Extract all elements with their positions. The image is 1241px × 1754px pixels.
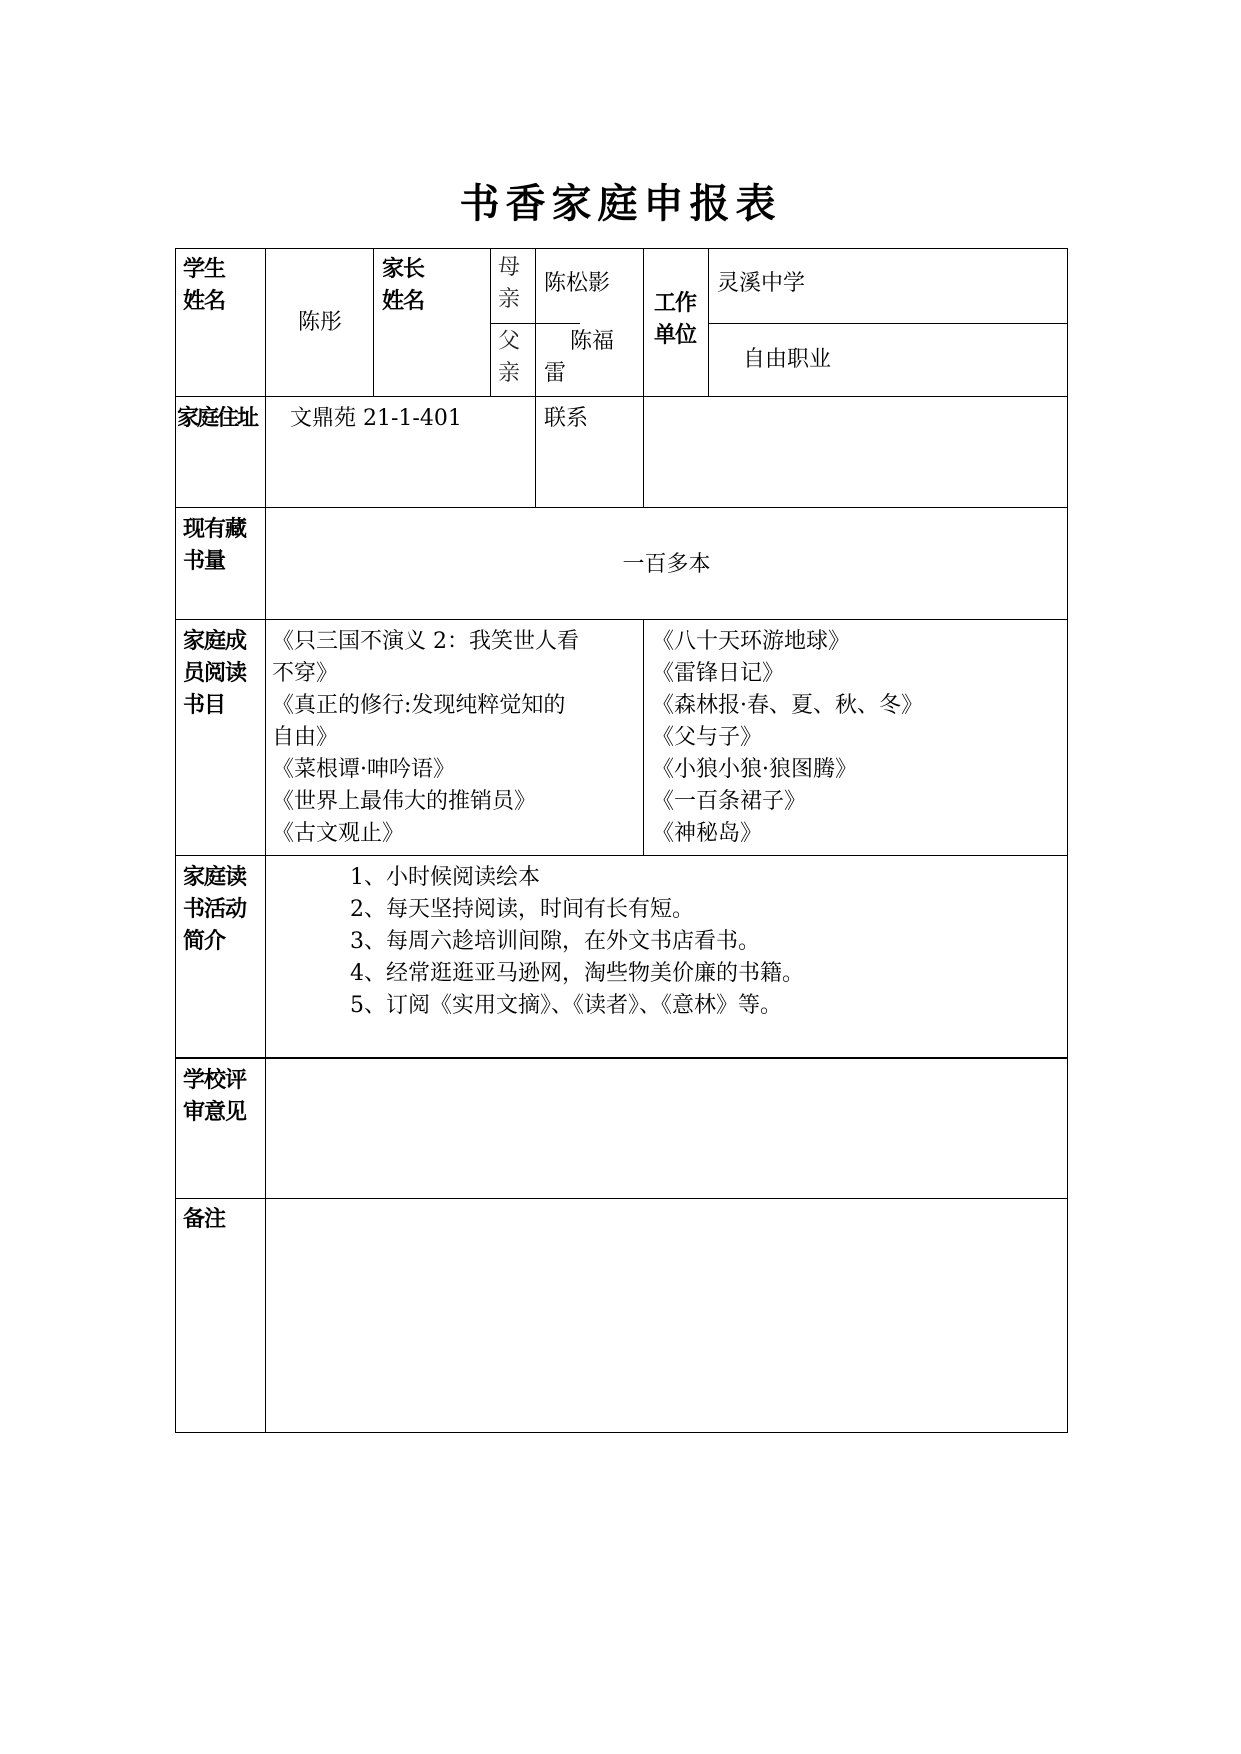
list-item: 3、每周六趁培训间隙，在外文书店看书。	[350, 929, 760, 954]
address-value: 文鼎苑 21-1-401	[290, 406, 462, 431]
parent-name-label: 家长 姓名	[382, 257, 425, 314]
activities-label: 家庭读 书活动 简介	[183, 865, 247, 954]
student-name-label: 学生 姓名	[183, 257, 226, 314]
father-label: 父 亲	[498, 329, 521, 386]
list-item: 5、订阅《实用文摘》、《读者》、《意林》等。	[350, 993, 782, 1018]
father-name: 陈福 雷	[544, 329, 615, 386]
list-item: 《雷锋日记》	[652, 661, 785, 686]
list-item: 《真正的修行:发现纯粹觉知的 自由》	[272, 693, 566, 750]
list-item: 《菜根谭·呻吟语》	[272, 757, 455, 782]
list-item: 《神秘岛》	[652, 821, 763, 846]
book-count-value: 一百多本	[622, 552, 711, 577]
notes-label: 备注	[183, 1207, 226, 1232]
page-title: 书香家庭申报表	[459, 181, 782, 227]
father-work-unit: 自由职业	[743, 347, 832, 372]
contact-label: 联系	[544, 406, 589, 431]
list-item: 《小狼小狼·狼图腾》	[652, 757, 857, 782]
student-name-value: 陈彤	[298, 310, 343, 335]
reading-list-label: 家庭成 员阅读 书目	[183, 629, 247, 718]
school-review-label: 学校评 审意见	[183, 1068, 247, 1125]
activities-list	[350, 862, 1060, 1022]
list-item: 1、小时候阅读绘本	[350, 865, 540, 890]
address-label: 家庭住址	[177, 406, 258, 431]
reading-list-right	[652, 626, 1062, 850]
list-item: 2、每天坚持阅读，时间有长有短。	[350, 897, 694, 922]
mother-label: 母 亲	[498, 255, 521, 312]
list-item: 4、经常逛逛亚马逊网，淘些物美价廉的书籍。	[350, 961, 804, 986]
list-item: 《八十天环游地球》	[652, 629, 851, 654]
list-item: 《古文观止》	[272, 821, 405, 846]
list-item: 《森林报·春、夏、秋、冬》	[652, 693, 923, 718]
work-unit-label: 工作 单位	[654, 291, 697, 348]
list-item: 《世界上最伟大的推销员》	[272, 789, 537, 814]
list-item: 《父与子》	[652, 725, 763, 750]
mother-name: 陈松影	[544, 271, 611, 296]
mother-work-unit: 灵溪中学	[717, 271, 806, 296]
list-item: 《只三国不演义 2：我笑世人看 不穿》	[272, 629, 579, 686]
reading-list-left	[272, 626, 640, 850]
book-count-label: 现有藏 书量	[183, 517, 247, 574]
list-item: 《一百条裙子》	[652, 789, 807, 814]
